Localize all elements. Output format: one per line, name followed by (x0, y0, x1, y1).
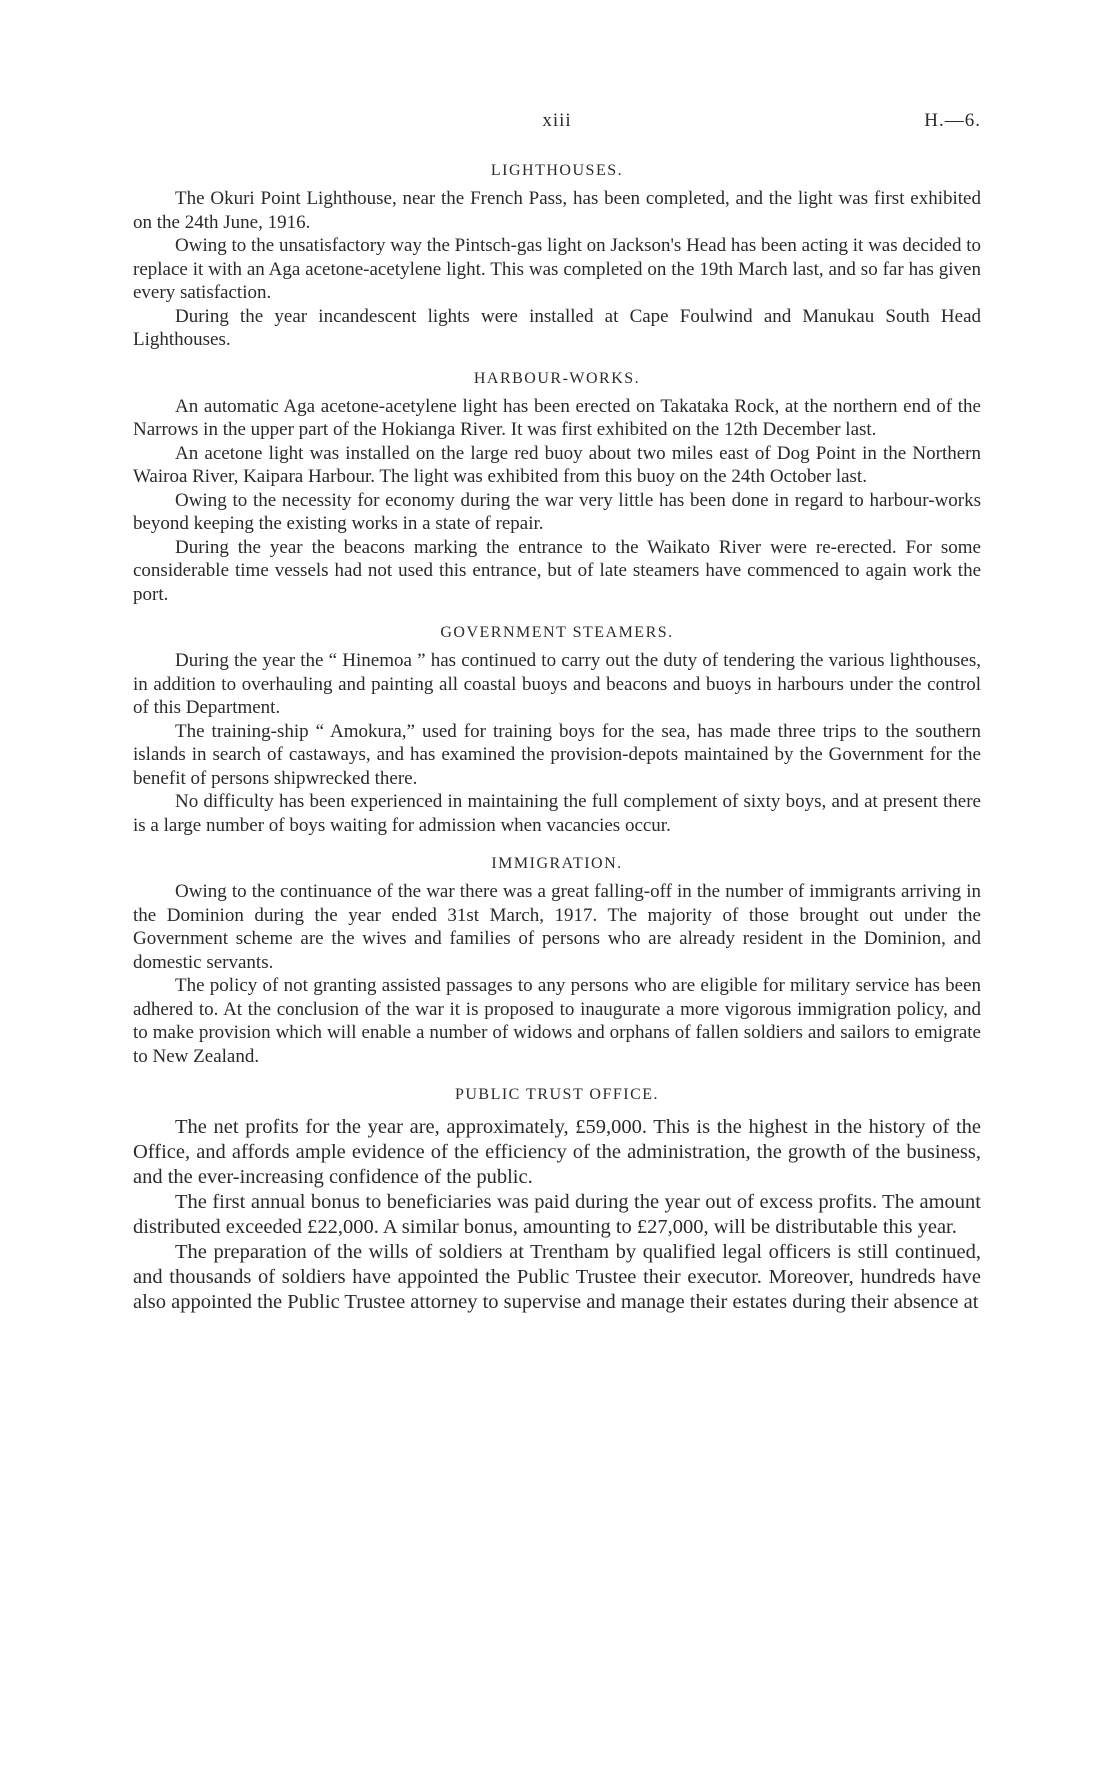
section-harbour-works (133, 368, 981, 607)
paragraph: During the year the beacons marking the entrance to the Waikato River were re-erected. For some considerable time vessels had not used this entrance, but of late steamers have commenced to again work the port. (133, 536, 981, 605)
section-heading: IMMIGRATION. (491, 855, 623, 872)
page-number: xiii (542, 110, 572, 131)
paragraph: The Okuri Point Lighthouse, near the French Pass, has been completed, and the light was first exhibited on the 24th June, 1916. (133, 188, 981, 233)
section-lighthouses (133, 160, 981, 352)
paragraph: The preparation of the wills of soldiers at Trentham by qualified legal officers is still continued, and thousands of soldiers have appointed the Public Trustee their executor. Moreover, hundreds have also appointed the Public Trustee attorney to supervise and manage their estates during their absence at (133, 1241, 981, 1313)
section-heading: LIGHTHOUSES. (490, 162, 624, 179)
page-header (133, 110, 981, 138)
paragraph: Owing to the unsatisfactory way the Pintsch-gas light on Jackson's Head has been acting it was decided to replace it with an Aga acetone-acetylene light. This was completed on the 19th March last, and so far has given every satisfaction. (133, 235, 981, 303)
paragraph: During the year incandescent lights were installed at Cape Foulwind and Manukau South Head Lighthouses. (133, 305, 981, 350)
paragraph: An acetone light was installed on the large red buoy about two miles east of Dog Point in the Northern Wairoa River, Kaipara Harbour. The light was exhibited from this buoy on the 24th October last. (133, 442, 981, 487)
paragraph: Owing to the necessity for economy during the war very little has been done in regard to harbour-works beyond keeping the existing works in a state of repair. (133, 489, 981, 534)
paragraph: Owing to the continuance of the war there was a great falling-off in the number of immigrants arriving in the Dominion during the year ended 31st March, 1917. The majority of those brought out under the Government scheme are the wives and families of persons who are already resident in the Dominion, and domestic servants. (133, 881, 981, 973)
paragraph: The training-ship “ Amokura,” used for training boys for the sea, has made three trips to the southern islands in search of castaways, and has examined the provision-depots maintained by the Government for the benefit of persons shipwrecked there. (133, 720, 981, 789)
section-government-steamers (133, 622, 981, 837)
section-public-trust-office (133, 1084, 981, 1315)
paragraph: No difficulty has been experienced in maintaining the full complement of sixty boys, and at present there is a large number of boys waiting for admission when vacancies occur. (133, 791, 981, 836)
section-immigration (133, 853, 981, 1068)
paragraph: The net profits for the year are, approximately, £59,000. This is the highest in the history of the Office, and affords ample evidence of the efficiency of the administration, the growth of the business, and the ever-increasing confidence of the public. (133, 1116, 981, 1188)
paragraph: The first annual bonus to beneficiaries was paid during the year out of excess profits. The amount distributed exceeded £22,000. A similar bonus, amounting to £27,000, will be distributable this year. (133, 1191, 981, 1238)
section-heading: GOVERNMENT STEAMERS. (440, 624, 674, 641)
paragraph: During the year the “ Hinemoa ” has continued to carry out the duty of tendering the various lighthouses, in addition to overhauling and painting all coastal buoys and beacons and buoys in harbours under the control of this Department. (133, 650, 981, 718)
paragraph: An automatic Aga acetone-acetylene light has been erected on Takataka Rock, at the northern end of the Narrows in the upper part of the Hokianga River. It was first exhibited on the 12th December last. (133, 395, 981, 440)
paragraph: The policy of not granting assisted passages to any persons who are eligible for military service has been adhered to. At the conclusion of the war it is proposed to inaugurate a more vigorous immigration policy, and to make provision which will enable a number of widows and orphans of fallen soldiers and sailors to emigrate to New Zealand. (133, 975, 981, 1067)
section-heading: HARBOUR-WORKS. (473, 369, 641, 387)
document-reference: H.—6. (924, 110, 981, 131)
section-heading: PUBLIC TRUST OFFICE. (454, 1086, 660, 1103)
page-content (133, 160, 981, 1331)
